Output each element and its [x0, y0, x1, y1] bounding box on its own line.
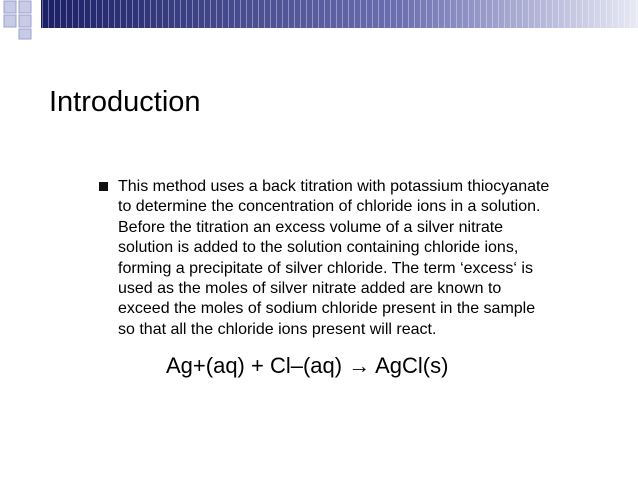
header-square-2 [19, 1, 31, 13]
header-bar-stripes [41, 0, 638, 28]
header-square-1 [4, 1, 16, 13]
chemical-equation: Ag+(aq) + Cl–(aq) → AgCl(s) [166, 353, 449, 378]
square-bullet-icon [99, 182, 108, 191]
header-square-5 [19, 29, 31, 39]
slide-title: Introduction [49, 86, 201, 118]
header-square-4 [19, 15, 31, 27]
bullet-text: This method uses a back titration with potassium thiocyanate to determine the concentration of chloride ions in a solution. Before the titration an excess volume of a silver nitrate solution is added to the solution containing chloride ions, forming a precipitate of silver chloride. The term ‘excess‘ is used as the moles of silver nitrate added are known to exceed the moles of sodium chloride present in the sample so that all the chloride ions present will react. [118, 178, 550, 338]
header-decoration [0, 0, 638, 40]
header-square-3 [4, 15, 16, 27]
